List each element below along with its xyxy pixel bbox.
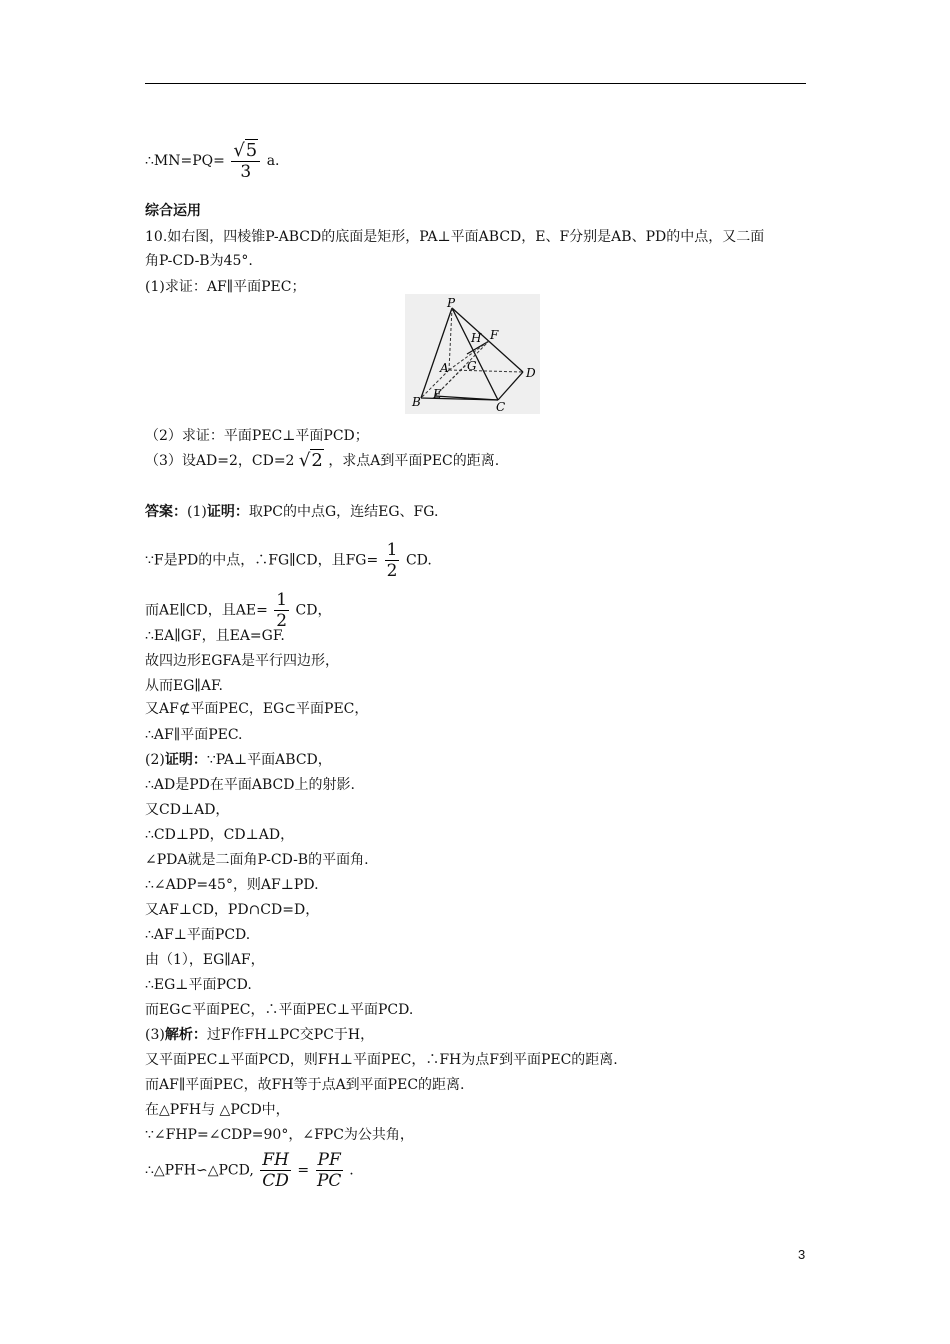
radicand: 5 (245, 139, 258, 161)
text: (3) (145, 1027, 165, 1043)
label-D: D (526, 366, 536, 380)
proof-label: 证明： (206, 504, 249, 520)
answer-line: 又AF⊥CD，PD∩CD=D， (145, 902, 320, 918)
answer-line: ∠PDA就是二面角P-CD-B的平面角. (145, 852, 369, 868)
denominator: PC (316, 1171, 342, 1191)
answer-line: 而AF∥平面PEC，故FH等于点A到平面PEC的距离. (145, 1077, 465, 1093)
text: 取PC的中点G，连结EG、FG. (248, 504, 439, 520)
numerator: 1 (386, 540, 398, 560)
label-A: A (440, 361, 449, 375)
text: ∴△PFH∽△PCD, (145, 1162, 254, 1179)
text: （3）设AD=2，CD=2 (145, 453, 295, 469)
answer-line: ∴AF∥平面PEC. (145, 727, 243, 743)
fraction (316, 1150, 343, 1191)
text: (1) (187, 504, 207, 520)
answer-line: 又CD⊥AD， (145, 802, 230, 818)
text: CD. (405, 552, 432, 569)
fraction (260, 1150, 291, 1191)
answer-line-ae (145, 590, 331, 631)
answer-line: ∴AD是PD在平面ABCD上的射影. (145, 777, 355, 793)
answer-part2-start (145, 751, 332, 769)
answer-line: 又AF⊄平面PEC，EG⊂平面PEC， (145, 701, 369, 717)
answer-part3-start (145, 1026, 374, 1044)
solution-label: 解析： (164, 1027, 207, 1043)
numerator: FH (262, 1150, 289, 1170)
text: CD， (295, 602, 332, 619)
pyramid-figure (405, 294, 540, 414)
answer-line: ∴∠ADP=45°，则AF⊥PD. (145, 877, 319, 893)
text: ∵F是PD的中点，∴FG∥CD，且FG= (145, 552, 379, 569)
answer-line-fg (145, 540, 432, 581)
label-C: C (496, 400, 506, 414)
answer-line: ∴EA∥GF，且EA=GF. (145, 628, 285, 644)
line-mn-pq (145, 140, 280, 182)
question-10-part2: （2）求证：平面PEC⊥平面PCD； (145, 428, 369, 444)
text: (2) (145, 752, 165, 768)
page-number: 3 (798, 1247, 806, 1262)
numerator: PF (317, 1150, 341, 1170)
label-F: F (490, 328, 499, 342)
answer-line: 故四边形EGFA是平行四边形， (145, 653, 340, 669)
fraction (274, 590, 289, 631)
text: ∵PA⊥平面ABCD， (206, 752, 332, 768)
answer-line: 又平面PEC⊥平面PCD，则FH⊥平面PEC，∴FH为点F到平面PEC的距离. (145, 1052, 618, 1068)
denominator: 2 (386, 561, 398, 581)
text: a. (266, 152, 280, 169)
answer-label: 答案： (145, 504, 187, 520)
numerator: 1 (276, 590, 288, 610)
denominator: 3 (240, 161, 252, 182)
section-heading: 综合运用 (145, 203, 201, 219)
radicand: 2 (311, 450, 323, 471)
answer-line: 在△PFH与 △PCD中， (145, 1102, 290, 1118)
answer-line: ∴EG⊥平面PCD. (145, 977, 252, 993)
question-10-part3 (145, 452, 499, 470)
label-G: G (467, 359, 477, 373)
text: 过F作FH⊥PC交PC于H， (206, 1027, 375, 1043)
text: 而AE∥CD，且AE= (145, 602, 268, 619)
equals: = (297, 1162, 310, 1179)
denominator: 2 (276, 611, 288, 631)
label-E: E (433, 387, 442, 401)
denominator: CD (262, 1171, 289, 1191)
label-P: P (447, 296, 456, 310)
proof-label: 证明： (164, 752, 207, 768)
fraction: $\frac{√5}{3}$ (231, 140, 260, 182)
answer-line: 而EG⊂平面PEC，∴平面PEC⊥平面PCD. (145, 1002, 414, 1018)
answer-part1-start (145, 503, 438, 521)
question-10-part1: (1)求证：AF∥平面PEC； (145, 279, 306, 295)
answer-line: ∵∠FHP=∠CDP=90°，∠FPC为公共角， (145, 1127, 414, 1143)
label-B: B (412, 395, 421, 409)
text: . (349, 1162, 354, 1179)
question-10-line1: 10.如右图，四棱锥P-ABCD的底面是矩形，PA⊥平面ABCD，E、F分别是AB、PD的中点，又二面 (145, 229, 765, 245)
header-rule (145, 83, 806, 84)
question-10-line2: 角P-CD-B为45°. (145, 253, 253, 269)
answer-line: ∴AF⊥平面PCD. (145, 927, 251, 943)
answer-line: 从而EG∥AF. (145, 678, 223, 694)
text: ，求点A到平面PEC的距离. (328, 453, 500, 469)
answer-line-ratio (145, 1150, 354, 1191)
answer-line: ∴CD⊥PD，CD⊥AD， (145, 827, 295, 843)
label-H: H (471, 331, 482, 345)
answer-line: 由（1），EG∥AF， (145, 952, 265, 968)
sqrt: √2 (298, 450, 323, 471)
text: ∴MN=PQ= (145, 152, 225, 169)
fraction (385, 540, 400, 581)
